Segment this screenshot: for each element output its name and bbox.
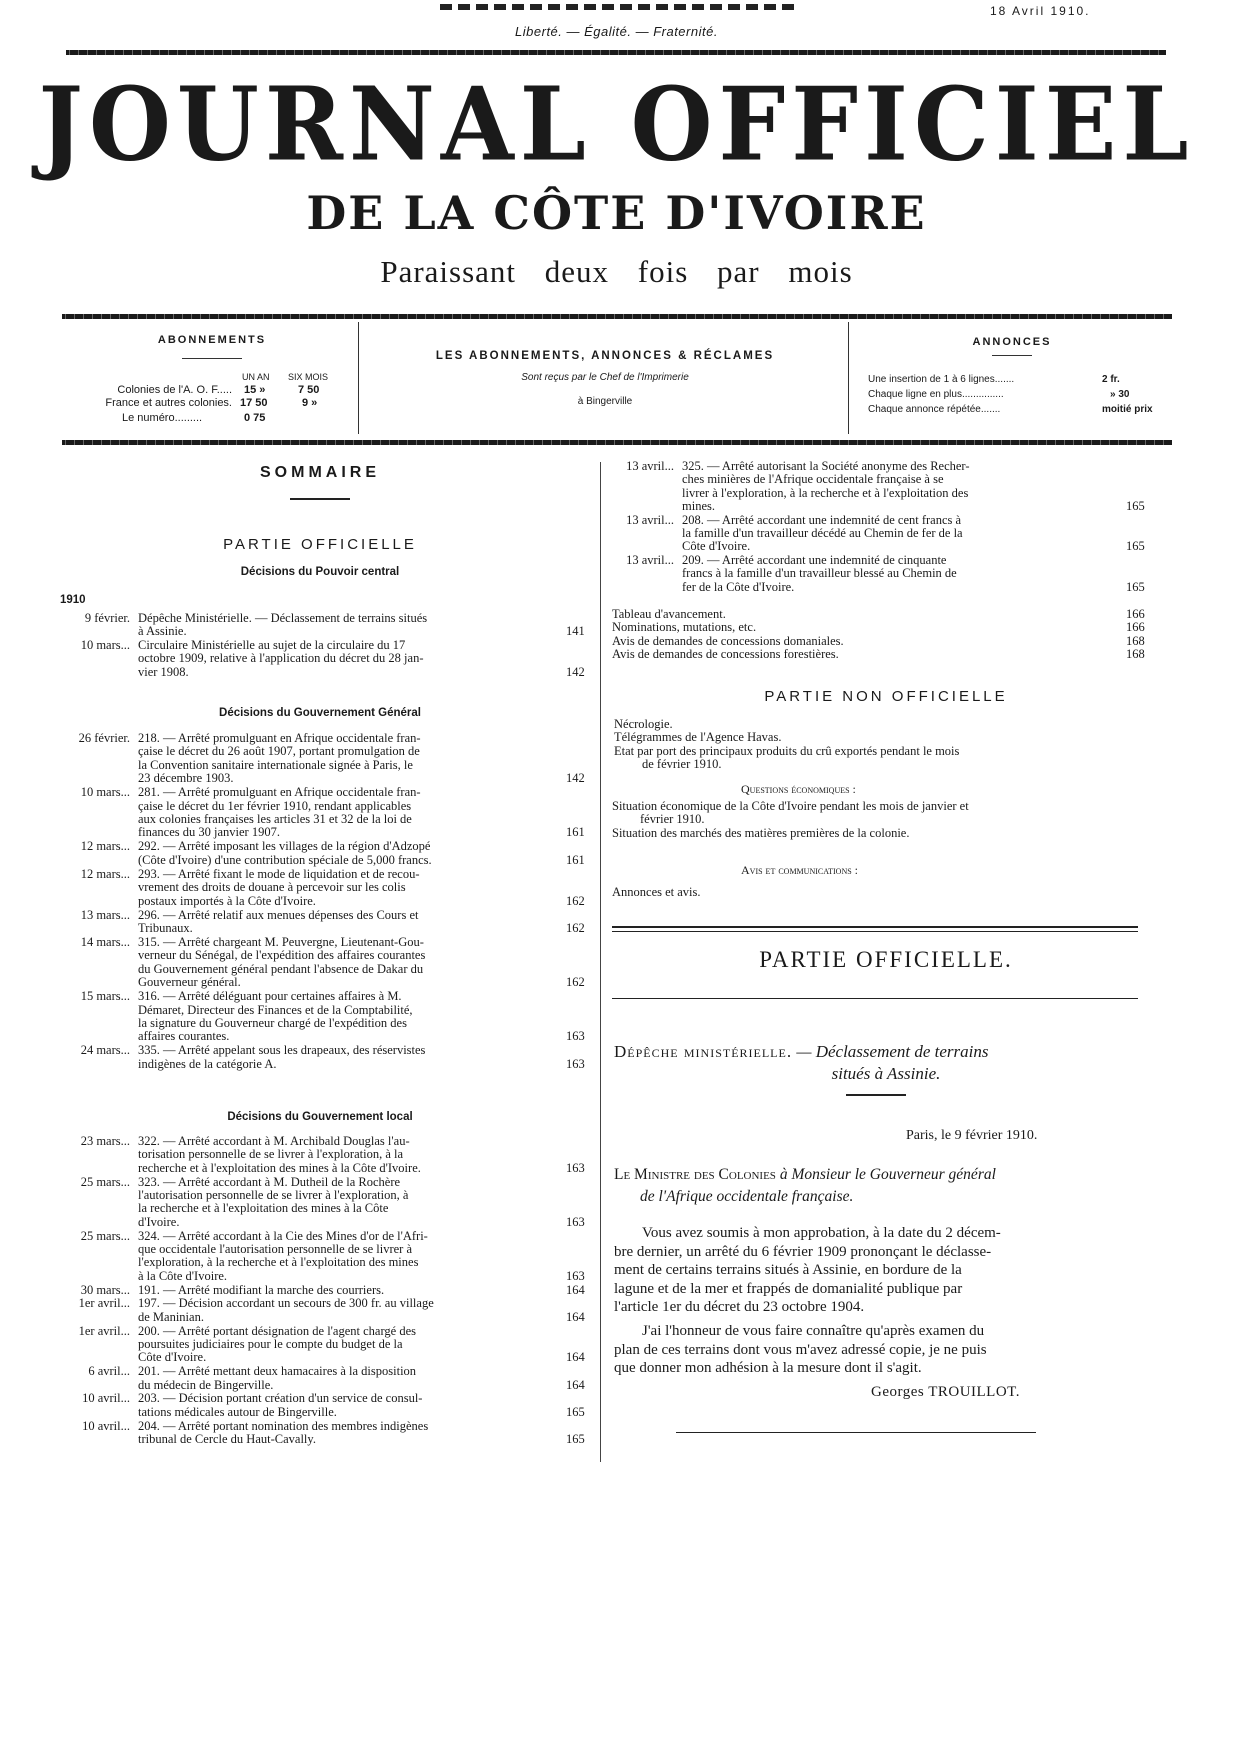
misc-label: Tableau d'avancement. bbox=[612, 607, 726, 621]
entry-text-line: 201. — Arrêté mettant deux hamacaires à la disposition bbox=[138, 1364, 417, 1379]
entry-text-line: 281. — Arrêté promulguant en Afrique occidentale fran- bbox=[138, 785, 421, 800]
entry-page-number: 162 bbox=[566, 920, 585, 935]
paragraph-line: l'article 1er du décret du 23 octobre 1904. bbox=[614, 1299, 865, 1315]
general-decisions-list bbox=[40, 732, 600, 1102]
entry-date: 10 mars... bbox=[80, 785, 130, 800]
rate-aof-six: 7 50 bbox=[298, 384, 320, 396]
entry-text-line: à Assinie. bbox=[138, 624, 187, 639]
entry-text-line: tations médicales autour de Bingerville. bbox=[138, 1404, 337, 1419]
entry-page-number: 161 bbox=[566, 852, 585, 867]
entry-date: 9 février. bbox=[84, 611, 130, 625]
entry-text-line: 316. — Arrêté déléguant pour certaines affaires à M. bbox=[138, 989, 402, 1004]
center-heading: LES ABONNEMENTS, ANNONCES & RÉCLAMES bbox=[435, 350, 775, 362]
place-date: Paris, le 9 février 1910. bbox=[906, 1128, 1038, 1143]
rate-france-six: 9 » bbox=[302, 397, 318, 409]
entry-date: 10 avril... bbox=[82, 1418, 130, 1433]
entry-page-number: 142 bbox=[566, 771, 585, 786]
notices-heading: Avis et communications : bbox=[741, 863, 859, 877]
journal-subtitle: DE LA CÔTE D'IVOIRE bbox=[306, 186, 927, 240]
text-line: Situation économique de la Côte d'Ivoire pendant les mois de janvier et bbox=[612, 799, 969, 813]
entry-text-line: Gouverneur général. bbox=[138, 975, 241, 990]
local-decisions-heading: Décisions du Gouvernement local bbox=[227, 1111, 413, 1123]
entry-text-line: 209. — Arrêté accordant une indemnité de cinquante bbox=[682, 552, 947, 567]
entry-date: 13 avril... bbox=[626, 512, 674, 527]
article-title-caps: Dépêche ministérielle. bbox=[614, 1042, 793, 1061]
part-unofficial-heading: PARTIE NON OFFICIELLE bbox=[764, 688, 1008, 705]
unofficial-list bbox=[614, 718, 1174, 772]
misc-items-list bbox=[606, 608, 1176, 668]
entry-text-line: la famille d'un travailleur décédé au Chemin de fer de la bbox=[682, 525, 963, 540]
entry-text-line: Côte d'Ivoire. bbox=[138, 1350, 207, 1365]
col-six-months: SIX MOIS bbox=[288, 372, 329, 382]
entry-text-line: d'Ivoire. bbox=[138, 1214, 180, 1229]
entry-text-line: Tribunaux. bbox=[138, 920, 193, 935]
center-line-1: Sont reçus par le Chef de l'Imprimerie bbox=[521, 372, 689, 383]
entry-text-line: Côte d'Ivoire. bbox=[682, 539, 751, 554]
subscriptions-heading: ABONNEMENTS bbox=[157, 334, 267, 346]
general-decisions-heading: Décisions du Gouvernement Général bbox=[219, 707, 421, 719]
entry-date: 13 mars... bbox=[80, 907, 130, 922]
entry-text-line: aux colonies françaises les articles 31 et 32 de la loi de bbox=[138, 811, 412, 826]
announcements-heading: ANNONCES bbox=[972, 336, 1052, 348]
entry-page-number: 163 bbox=[566, 1029, 585, 1044]
entry-page-number: 163 bbox=[566, 1214, 585, 1229]
misc-page: 168 bbox=[1126, 633, 1145, 648]
address-caps: Le Ministre des Colonies bbox=[614, 1166, 776, 1183]
entry-text-line: finances du 30 janvier 1907. bbox=[138, 825, 280, 840]
entry-text-line: vrement des droits de douane à percevoir sur les colis bbox=[138, 880, 406, 895]
rate-issue: 0 75 bbox=[244, 412, 266, 424]
entry-date: 25 mars... bbox=[80, 1228, 130, 1243]
paragraph-line: plan de ces terrains dont vous m'avez adressé copie, je ne puis bbox=[614, 1341, 987, 1358]
entry-date: 1er avril... bbox=[78, 1323, 130, 1338]
header-rule-bottom bbox=[62, 314, 1172, 319]
notices-list bbox=[612, 886, 1172, 899]
entry-date: 25 mars... bbox=[80, 1174, 130, 1189]
article-part-heading: PARTIE OFFICIELLE. bbox=[759, 947, 1013, 972]
entry-text-line: çaise le décret du 26 août 1907, portant promulgation de bbox=[138, 744, 420, 759]
ad-rate-label-1: Une insertion de 1 à 6 lignes....... bbox=[868, 374, 1015, 385]
entry-date: 12 mars... bbox=[80, 866, 130, 881]
entry-text-line: 197. — Décision accordant un secours de 300 fr. au village bbox=[138, 1296, 434, 1311]
summary-right-column bbox=[606, 460, 1176, 1480]
entry-page-number: 164 bbox=[566, 1350, 585, 1365]
paragraph-line: lagune et de la mer et frappés de domanialité publique par bbox=[614, 1280, 963, 1297]
section-rule-3 bbox=[612, 998, 1138, 999]
economic-list bbox=[612, 800, 1172, 840]
entry-text-line: torisation personnelle de se livrer à l'exploration, à la bbox=[138, 1147, 404, 1162]
subscription-box bbox=[62, 322, 1172, 440]
ad-rate-3: moitié prix bbox=[1102, 404, 1153, 415]
article-title bbox=[614, 1042, 1174, 1062]
entry-text-line: 315. — Arrêté chargeant M. Peuvergne, Lieutenant-Gou- bbox=[138, 935, 424, 949]
entry-text-line: 200. — Arrêté portant désignation de l'agent chargé des bbox=[138, 1323, 416, 1338]
text-line: Situation des marchés des matières premières de la colonie. bbox=[612, 825, 910, 840]
article-title-rest: — Déclassement de terrains bbox=[796, 1042, 989, 1061]
box-rule-bottom bbox=[62, 440, 1172, 445]
entry-text-line: 292. — Arrêté imposant les villages de la région d'Adzopé bbox=[138, 839, 431, 854]
entry-page-number: 142 bbox=[566, 664, 585, 679]
entry-text-line: recherche et à l'exploitation des mines à la Côte d'Ivoire. bbox=[138, 1160, 421, 1175]
entry-page-number: 163 bbox=[566, 1268, 585, 1283]
summary-heading: SOMMAIRE bbox=[260, 464, 380, 481]
center-line-2: à Bingerville bbox=[577, 396, 633, 407]
article-paragraph-2 bbox=[614, 1322, 1172, 1378]
entry-text-line: indigènes de la catégorie A. bbox=[138, 1056, 277, 1071]
entry-text-line: 335. — Arrêté appelant sous les drapeaux, des réservistes bbox=[138, 1043, 426, 1058]
local-decisions-list bbox=[40, 1135, 600, 1515]
entry-date: 13 avril... bbox=[626, 459, 674, 473]
year-label: 1910 bbox=[60, 594, 86, 606]
article-title-line2: situés à Assinie. bbox=[831, 1064, 941, 1083]
entry-page-number: 141 bbox=[566, 624, 585, 639]
entry-text-line: du médecin de Bingerville. bbox=[138, 1377, 274, 1392]
text-line: Etat par port des principaux produits du crû exportés pendant le mois bbox=[614, 743, 960, 758]
summary-left-column bbox=[40, 460, 600, 1480]
entry-page-number: 165 bbox=[1126, 539, 1145, 554]
entry-text-line: francs à la famille d'un travailleur blessé au Chemin de bbox=[682, 566, 957, 581]
entry-text-line: que occidentale l'autorisation personnelle de se livrer à bbox=[138, 1241, 413, 1256]
header-rule-top bbox=[66, 50, 1166, 55]
central-decisions-list bbox=[40, 612, 600, 702]
publication-frequency: Paraissant deux fois par mois bbox=[380, 254, 853, 289]
text-line: Télégrammes de l'Agence Havas. bbox=[614, 730, 782, 745]
entry-page-number: 161 bbox=[566, 825, 585, 840]
section-rule-1 bbox=[612, 926, 1138, 928]
entry-text-line: 293. — Arrêté fixant le mode de liquidation et de recou- bbox=[138, 866, 420, 881]
entry-date: 6 avril... bbox=[88, 1364, 130, 1379]
rate-aof-year: 15 » bbox=[244, 384, 266, 396]
entry-page-number: 162 bbox=[566, 975, 585, 990]
entry-text-line: 23 décembre 1903. bbox=[138, 771, 234, 786]
rate-france-year: 17 50 bbox=[240, 397, 268, 409]
summary-ornament bbox=[290, 498, 350, 500]
entry-text-line: 323. — Arrêté accordant à M. Dutheil de la Rochère bbox=[138, 1174, 401, 1189]
part-official-heading: PARTIE OFFICIELLE bbox=[223, 536, 417, 553]
article-ornament bbox=[846, 1094, 906, 1096]
text-line: février 1910. bbox=[640, 812, 705, 827]
entry-text-line: Démaret, Directeur des Finances et de la Comptabilité, bbox=[138, 1002, 413, 1017]
entry-date: 1er avril... bbox=[78, 1296, 130, 1311]
entry-page-number: 165 bbox=[1126, 579, 1145, 594]
address-line-1 bbox=[614, 1166, 1174, 1184]
entry-page-number: 164 bbox=[566, 1377, 585, 1392]
entry-text-line: ches minières de l'Afrique occidentale française à se bbox=[682, 472, 944, 487]
ad-rate-1: 2 fr. bbox=[1102, 374, 1120, 385]
entry-page-number: 164 bbox=[566, 1282, 585, 1297]
entry-text-line: poursuites judiciaires pour le compte du budget de la bbox=[138, 1336, 403, 1351]
entry-text-line: 325. — Arrêté autorisant la Société anonyme des Recher- bbox=[682, 459, 970, 473]
entry-date: 24 mars... bbox=[80, 1043, 130, 1058]
ad-rate-2: » 30 bbox=[1110, 389, 1130, 400]
entry-date: 10 mars... bbox=[80, 637, 130, 652]
entry-date: 15 mars... bbox=[80, 989, 130, 1004]
entry-page-number: 164 bbox=[566, 1309, 585, 1324]
misc-label: Avis de demandes de concessions domaniales. bbox=[612, 633, 844, 648]
text-line: de février 1910. bbox=[642, 757, 722, 772]
article-paragraph-1 bbox=[614, 1224, 1172, 1317]
entry-text-line: 324. — Arrêté accordant à la Cie des Mines d'or de l'Afri- bbox=[138, 1228, 428, 1243]
misc-page: 168 bbox=[1126, 647, 1145, 662]
entry-date: 30 mars... bbox=[80, 1282, 130, 1297]
box-divider-left bbox=[358, 322, 359, 434]
paragraph-line: ment de certains terrains situés à Assinie, en bordure de la bbox=[614, 1262, 962, 1278]
cropped-header-text bbox=[440, 4, 800, 10]
heading-underline bbox=[182, 358, 242, 359]
section-rule-2 bbox=[612, 931, 1138, 932]
column-divider bbox=[600, 462, 601, 1462]
entry-page-number: 165 bbox=[566, 1404, 585, 1419]
signature: Georges TROUILLOT. bbox=[871, 1384, 1020, 1400]
entry-text-line: la Convention sanitaire internationale signée à Paris, le bbox=[138, 757, 413, 772]
entry-text-line: 208. — Arrêté accordant une indemnité de cent francs à bbox=[682, 512, 962, 527]
rate-label-aof: Colonies de l'A. O. F..... bbox=[117, 384, 232, 396]
entry-text-line: la recherche et à l'exploitation des mines à la Côte bbox=[138, 1201, 389, 1216]
entry-text-line: de Maninian. bbox=[138, 1309, 204, 1324]
entry-text-line: 191. — Arrêté modifiant la marche des courriers. bbox=[138, 1282, 385, 1297]
entry-text-line: verneur du Sénégal, de l'expédition des affaires courantes bbox=[138, 948, 426, 963]
entry-text-line: 204. — Arrêté portant nomination des membres indigènes bbox=[138, 1418, 429, 1433]
entry-date: 12 mars... bbox=[80, 839, 130, 854]
entry-text-line: livrer à l'exploration, à la recherche et à l'exploitation des bbox=[682, 485, 969, 500]
issue-date: 18 Avril 1910. bbox=[990, 4, 1091, 16]
entry-text-line: 203. — Décision portant création d'un service de consul- bbox=[138, 1391, 423, 1406]
entry-text-line: 218. — Arrêté promulguant en Afrique occidentale fran- bbox=[138, 731, 421, 745]
entry-page-number: 165 bbox=[566, 1431, 585, 1446]
entry-text-line: du Gouvernement général pendant l'absence de Dakar du bbox=[138, 961, 424, 976]
paragraph-line: bre dernier, un arrêté du 6 février 1909 prononçant le déclasse- bbox=[614, 1243, 992, 1260]
misc-label: Avis de demandes de concessions forestières. bbox=[612, 647, 839, 662]
entry-text-line: tribunal de Cercle du Haut-Cavally. bbox=[138, 1431, 316, 1446]
text-line: Nécrologie. bbox=[614, 717, 673, 731]
entry-text-line: vier 1908. bbox=[138, 664, 189, 679]
box-divider-right bbox=[848, 322, 849, 434]
ad-rate-label-2: Chaque ligne en plus............... bbox=[868, 389, 1004, 400]
entry-date: 14 mars... bbox=[80, 935, 130, 949]
entry-page-number: 163 bbox=[566, 1160, 585, 1175]
entry-date: 26 février. bbox=[78, 731, 130, 745]
text-line: Annonces et avis. bbox=[612, 885, 701, 899]
entry-date: 13 avril... bbox=[626, 552, 674, 567]
heading-underline-right bbox=[992, 355, 1032, 356]
misc-page: 166 bbox=[1126, 620, 1145, 635]
closing-rule bbox=[676, 1432, 1036, 1433]
entry-text-line: çaise le décret du 1er février 1910, rendant applicables bbox=[138, 798, 412, 813]
entry-text-line: l'autorisation personnelle de se livrer à l'exploration, à bbox=[138, 1187, 409, 1202]
entry-text-line: affaires courantes. bbox=[138, 1029, 230, 1044]
central-decisions-heading: Décisions du Pouvoir central bbox=[240, 566, 400, 578]
entry-text-line: la signature du Gouverneur chargé de l'expédition des bbox=[138, 1015, 407, 1030]
address-rest: à Monsieur le Gouverneur général bbox=[779, 1166, 996, 1183]
economic-heading: Questions économiques : bbox=[741, 782, 856, 796]
entry-text-line: 296. — Arrêté relatif aux menues dépenses des Cours et bbox=[138, 907, 419, 922]
cropped-top-line bbox=[0, 2, 1233, 16]
entry-date: 23 mars... bbox=[80, 1134, 130, 1148]
entry-text-line: octobre 1909, relative à l'application du décret du 28 jan- bbox=[138, 651, 424, 666]
ad-rate-label-3: Chaque annonce répétée....... bbox=[868, 404, 1001, 415]
paragraph-line: J'ai l'honneur de vous faire connaître qu'après examen du bbox=[642, 1323, 985, 1339]
entry-text-line: fer de la Côte d'Ivoire. bbox=[682, 579, 795, 594]
journal-title: JOURNAL OFFICIEL bbox=[38, 65, 1195, 185]
entry-text-line: 322. — Arrêté accordant à M. Archibald Douglas l'au- bbox=[138, 1134, 410, 1148]
entry-text-line: Circulaire Ministérielle au sujet de la circulaire du 17 bbox=[138, 637, 406, 652]
entry-text-line: postaux importés à la Côte d'Ivoire. bbox=[138, 893, 316, 908]
right-decisions-list bbox=[606, 460, 1176, 610]
rate-label-france: France et autres colonies. bbox=[105, 397, 232, 409]
col-year: UN AN bbox=[242, 372, 270, 382]
entry-text-line: l'exploration, à la recherche et à l'exploitation des mines bbox=[138, 1255, 419, 1270]
entry-page-number: 162 bbox=[566, 893, 585, 908]
entry-page-number: 163 bbox=[566, 1056, 585, 1071]
paragraph-line: que donner mon adhésion à la mesure dont il s'agit. bbox=[614, 1360, 922, 1376]
entry-date: 10 avril... bbox=[82, 1391, 130, 1406]
misc-label: Nominations, mutations, etc. bbox=[612, 620, 757, 635]
entry-text-line: Dépêche Ministérielle. — Déclassement de terrains situés bbox=[138, 611, 428, 625]
misc-page: 166 bbox=[1126, 607, 1145, 621]
paragraph-line: Vous avez soumis à mon approbation, à la date du 2 décem- bbox=[642, 1225, 1001, 1241]
entry-text-line: à la Côte d'Ivoire. bbox=[138, 1268, 228, 1283]
address-line-2: de l'Afrique occidentale française. bbox=[640, 1188, 854, 1205]
republic-motto: Liberté. — Égalité. — Fraternité. bbox=[515, 24, 718, 39]
entry-page-number: 165 bbox=[1126, 499, 1145, 514]
entry-text-line: mines. bbox=[682, 499, 715, 514]
rate-label-issue: Le numéro......... bbox=[122, 412, 203, 424]
entry-text-line: (Côte d'Ivoire) d'une contribution spéciale de 5,000 francs. bbox=[138, 852, 432, 867]
